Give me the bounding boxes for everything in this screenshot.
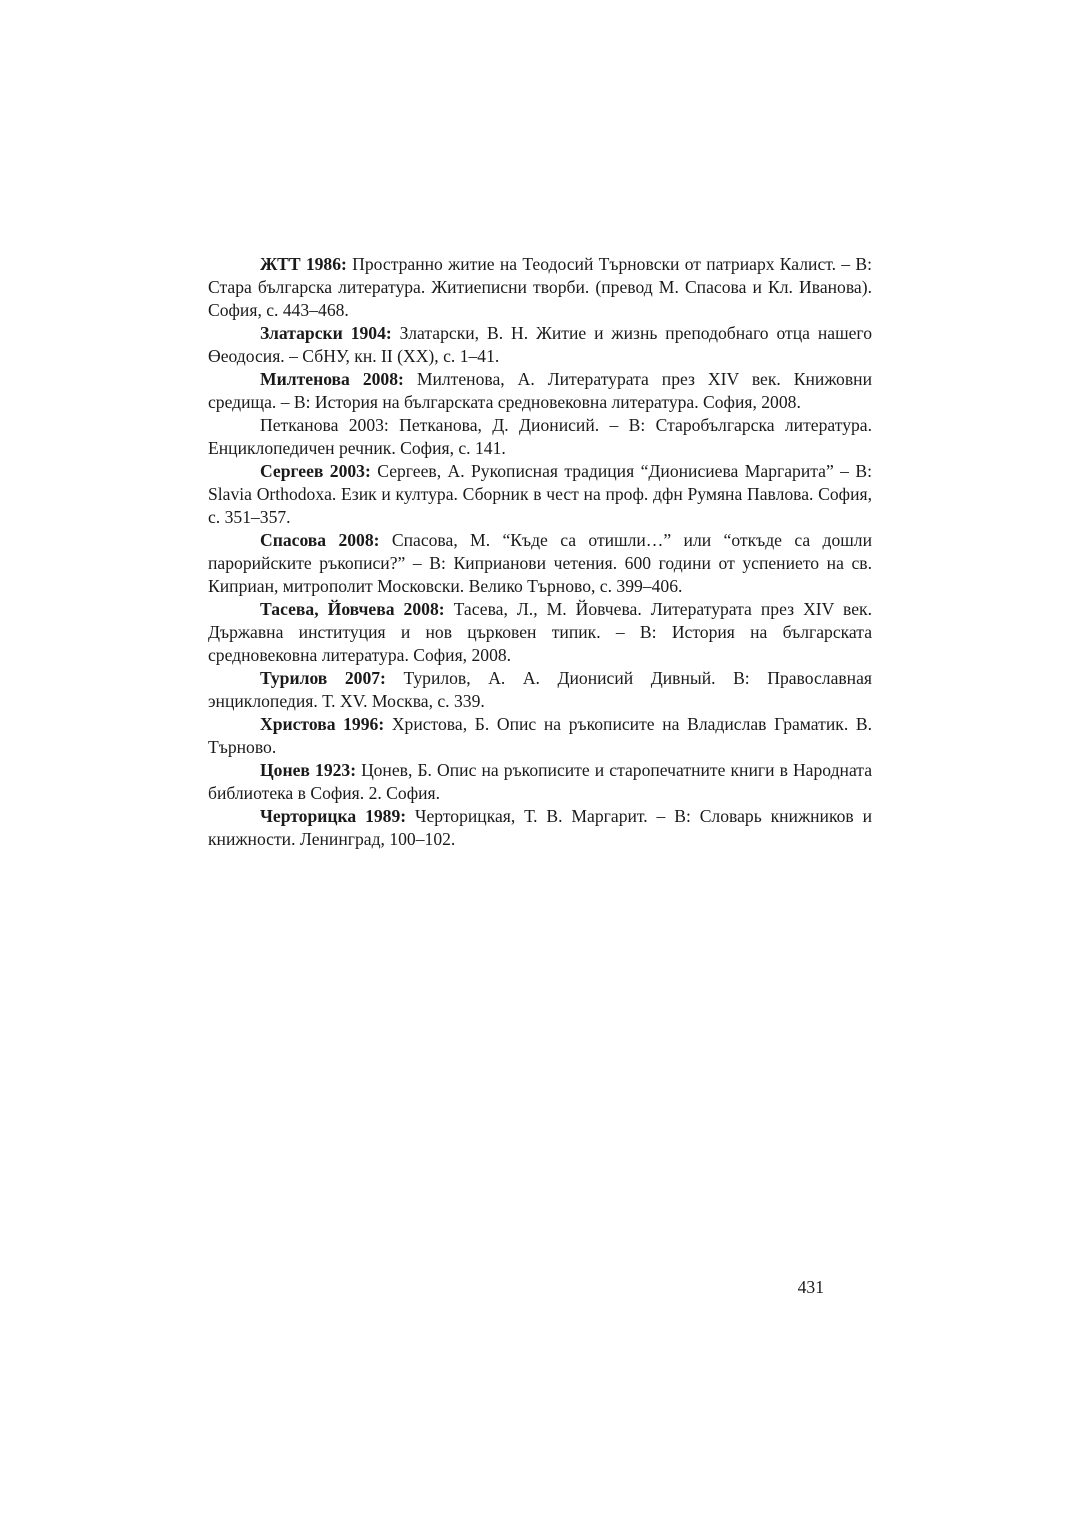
reference-author: Черторицка 1989:: [260, 806, 407, 826]
reference-author: Тасева, Йовчева 2008:: [260, 599, 445, 619]
reference-entry: [208, 460, 872, 529]
reference-entry: [208, 529, 872, 598]
reference-author: Турилов 2007:: [260, 668, 386, 688]
reference-text: Петканова 2003: Петканова, Д. Дионисий. – В: Старобългарска литература. Енциклопедичен речник. София, с. 141.: [208, 415, 872, 458]
reference-text: Цонев, Б. Опис на ръкописите и старопечатните книги в Народната библиотека в София. 2. София.: [208, 760, 873, 803]
reference-text: Златарски, В. Н. Житие и жизнь преподобнаго отца нашего Өеодосия. – СбНУ, кн. II (XX), с. 1–41.: [208, 323, 873, 366]
reference-text: Турилов, А. А. Дионисий Дивный. В: Православная энциклопедия. Т. XV. Москва, с. 339.: [208, 668, 872, 711]
reference-entry: [208, 322, 872, 368]
reference-author: Златарски 1904:: [260, 323, 392, 343]
reference-entry: [208, 805, 872, 851]
reference-text: Милтенова, А. Литературата през XIV век. Книжовни средища. – В: История на българската средновековна литература. София, 2008.: [208, 369, 872, 412]
reference-entry: [208, 598, 872, 667]
reference-author: Сергеев 2003:: [260, 461, 371, 481]
reference-text: Христова, Б. Опис на ръкописите на Владислав Граматик. В. Търново.: [208, 714, 872, 757]
reference-entry: [208, 713, 872, 759]
reference-text: Пространно житие на Теодосий Търновски от патриарх Калист. – В: Стара българска литература. Житиеписни творби. (превод М. Спасова и Кл. Иванова). София, с. 443–468.: [208, 254, 873, 320]
reference-author: ЖТТ 1986:: [260, 254, 347, 274]
bibliography-list: [208, 253, 872, 851]
reference-entry: [208, 667, 872, 713]
reference-text: Черторицкая, Т. В. Маргарит. – В: Словарь книжников и книжности. Ленинград, 100–102.: [208, 806, 873, 849]
reference-author: Спасова 2008:: [260, 530, 380, 550]
reference-entry: [208, 253, 872, 322]
page-number: 431: [797, 1277, 824, 1297]
reference-text: Тасева, Л., М. Йовчева. Литературата през XIV век. Държавна институция и нов църковен типик. – В: История на българската средновековна литература. София, 2008.: [208, 599, 873, 665]
reference-author: Цонев 1923:: [260, 760, 357, 780]
reference-author: Христова 1996:: [260, 714, 385, 734]
reference-entry: [208, 368, 872, 414]
reference-text: Сергеев, А. Рукописная традиция “Дионисиева Маргарита” – В: Slavia Orthodoxa. Език и култура. Сборник в чест на проф. дфн Румяна Павлова. София, с. 351–357.: [208, 461, 872, 527]
reference-text: Спасова, М. “Къде са отишли…” или “откъде са дошли парорийските ръкописи?” – В: Киприанови четения. 600 години от успението на св. Киприан, митрополит Московски. Велико Търново, с. 399–406.: [208, 530, 872, 596]
reference-author: Милтенова 2008:: [260, 369, 404, 389]
reference-entry: [208, 759, 872, 805]
reference-entry: [208, 414, 872, 460]
